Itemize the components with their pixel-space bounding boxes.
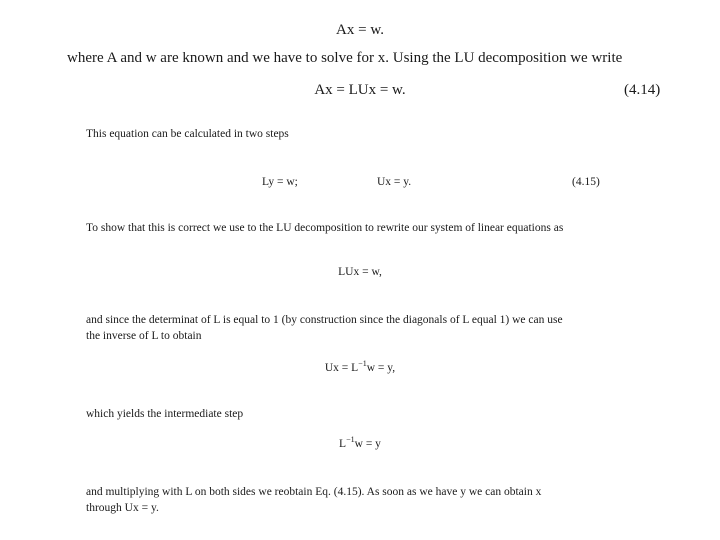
inline-equation: Ux = y.	[124, 502, 159, 514]
equation-superscript: −1	[346, 435, 355, 445]
paragraph-text: This equation can be calculated in two steps	[86, 128, 289, 140]
paragraph-text: where A and w are known and we have to solve for x. Using the LU decomposition we write	[67, 50, 623, 66]
equation-text-left: Ux = L	[324, 362, 359, 374]
paragraph-intermediate-step	[86, 408, 243, 420]
equation-text-right: w = y	[354, 438, 381, 450]
equation-text-left: L	[339, 438, 347, 450]
paragraph-text: which yields the intermediate step	[86, 408, 244, 420]
equation-number-text: (4.15)	[572, 176, 600, 188]
paragraph-determinant-line2	[86, 330, 202, 342]
equation-superscript: −1	[358, 359, 367, 369]
equation-text-right: w = y,	[366, 362, 396, 374]
equation-linverse-w	[0, 435, 720, 450]
paragraph-text: the inverse of L to obtain	[86, 330, 202, 342]
paragraph-text: To show that this is correct we use to the LU decomposition to rewrite our system of linear equations as	[86, 222, 564, 234]
equation-text: Ux = y.	[377, 176, 412, 188]
equation-4-14	[0, 82, 720, 99]
paragraph-lu-rewrite	[86, 222, 563, 234]
equation-4-15-right	[377, 176, 411, 188]
paragraph-text: and multiplying with L on both sides we reobtain Eq. (4.15). As soon as we have y we can obtain x	[86, 486, 542, 498]
paragraph-text: and since the determinat of L is equal to 1 (by construction since the diagonals of L equal 1) we can use	[86, 314, 563, 326]
equation-text: LUx = w,	[338, 266, 382, 278]
paragraph-determinant-line1	[86, 314, 563, 326]
paragraph-text: through	[86, 502, 122, 514]
equation-number-4-15	[572, 176, 600, 188]
equation-lux-equals-w	[0, 266, 720, 278]
paragraph-reobtain-line2	[86, 502, 159, 514]
equation-ux-linverse	[0, 359, 720, 374]
equation-ax-equals-w	[0, 22, 720, 39]
equation-number-text: (4.14)	[624, 82, 661, 98]
equation-text: Ly = w;	[262, 176, 298, 188]
equation-text: Ax = w.	[336, 22, 384, 38]
paragraph-two-steps	[86, 128, 289, 140]
paragraph-intro	[67, 50, 622, 67]
equation-number-4-14	[624, 82, 660, 99]
paragraph-reobtain-line1	[86, 486, 541, 498]
equation-text: Ax = LUx = w.	[314, 82, 406, 98]
equation-4-15-left	[262, 176, 298, 188]
